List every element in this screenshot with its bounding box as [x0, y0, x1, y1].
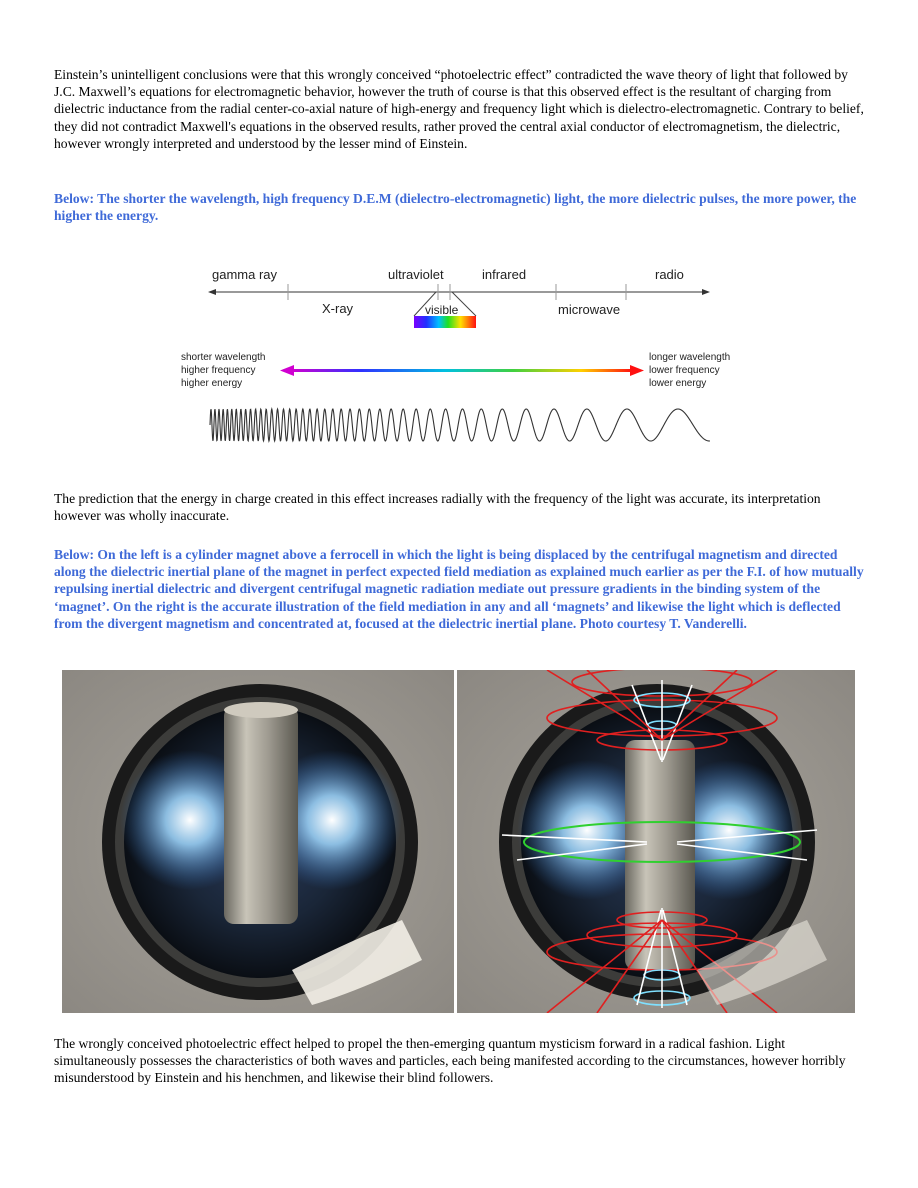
label-ultraviolet: ultraviolet [388, 267, 444, 282]
paragraph-prediction: The prediction that the energy in charge created in this effect increases radially with the frequency of the light was accurate, its interpretation however was wholly inaccurate. [54, 491, 821, 524]
paragraph-quantum-mysticism: The wrongly conceived photoelectric effect helped to propel the then-emerging quantum mysticism forward in a radical fashion. Light simultaneously possesses the characteristics of both waves and particles, each being manifested according to the circumstances, however horribly misunderstood by Einstein and his henchmen, and likewise their blind followers. [54, 1036, 846, 1086]
legend-shorter-wavelength: shorter wavelength [181, 352, 266, 363]
legend-longer-wavelength: longer wavelength [649, 352, 731, 363]
label-infrared: infrared [482, 267, 527, 282]
label-visible: visible [425, 303, 459, 317]
legend-lower-frequency: lower frequency [649, 365, 720, 376]
ferrocell-photo-left [62, 670, 454, 1013]
caption-spectrum: Below: The shorter the wavelength, high frequency D.E.M (dielectro-electromagnetic) light, the more dielectric pulses, the more power, the higher the energy. [54, 191, 857, 224]
spectrum-diagram [170, 258, 750, 448]
legend-lower-energy: lower energy [649, 378, 707, 389]
label-x-ray: X-ray [322, 301, 354, 316]
caption-ferrocell: Below: On the left is a cylinder magnet above a ferrocell in which the light is being displaced by the centrifugal magnetism and directed along the dielectric inertial plane of the magnet in perfect expected field mediation as explained much earlier as per the F.I. of how mutually repulsing inertial dielectric and divergent centrifugal magnetic radiation mediate out pressure gradients in the binding system of the ‘magnet’. On the right is the accurate illustration of the field mediation in any and all ‘magnets’ and likewise the light which is deflected from the divergent magnetism and concentrated at, focused at the dielectric inertial plane. Photo courtesy T. Vanderelli. [54, 547, 864, 631]
label-microwave: microwave [558, 302, 621, 317]
ferrocell-photo-right-illustrated [457, 670, 855, 1013]
legend-higher-frequency: higher frequency [181, 365, 256, 376]
frequency-wave [210, 409, 710, 441]
ferrocell-photos [62, 670, 855, 1013]
label-radio: radio [655, 267, 684, 282]
paragraph-einstein-conclusions: Einstein’s unintelligent conclusions were that this wrongly conceived “photoelectric effect” contradicted the wave theory of light that followed by J.C. Maxwell’s equations for electromagnetic behavior, however the truth of course is that this observed effect is the resultant of charging from dielectric inductance from the radial center-co-axial nature of high-energy and frequency light which is dielectro-electromagnetic. Contrary to belief, they did not contradict Maxwell's equations in the observed results, rather proved the central axial conductor of electromagnetism, the dielectric, however wrongly interpreted and understood by the lesser mind of Einstein. [54, 67, 864, 151]
label-gamma-ray: gamma ray [212, 267, 278, 282]
legend-higher-energy: higher energy [181, 378, 243, 389]
